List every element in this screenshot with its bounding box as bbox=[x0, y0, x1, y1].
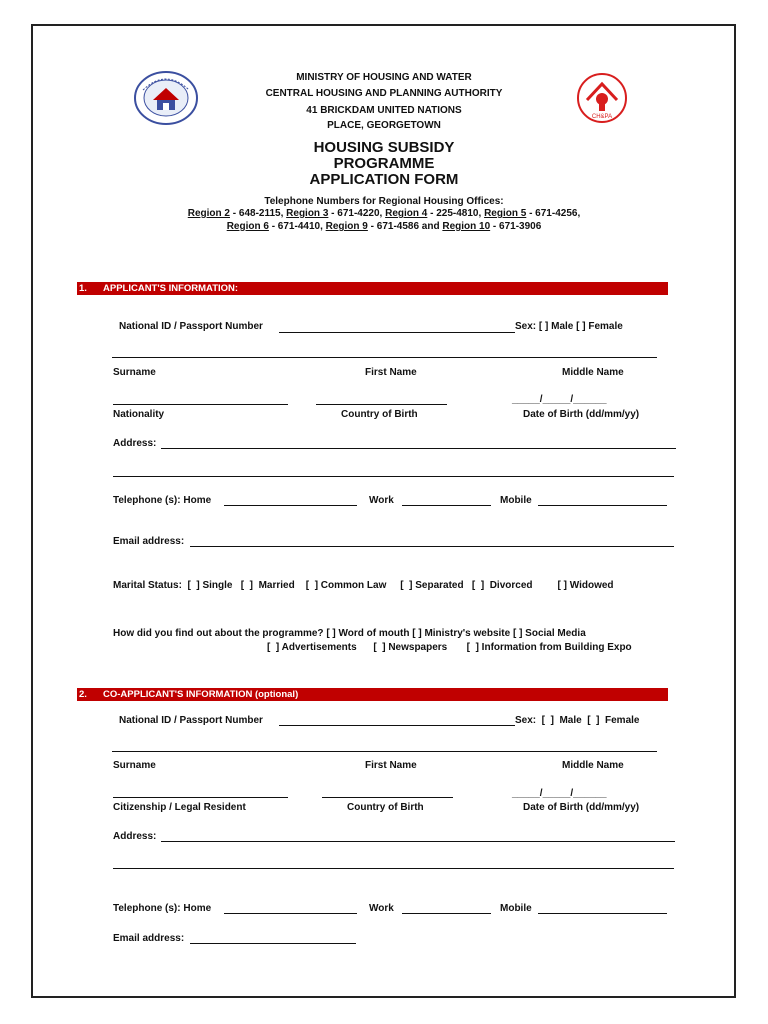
section-2-title: CO-APPLICANT'S INFORMATION (optional) bbox=[103, 689, 299, 700]
form-title-2: PROGRAMME bbox=[333, 155, 435, 172]
mobile-label: Mobile bbox=[500, 495, 532, 506]
co-email-field[interactable] bbox=[190, 943, 356, 944]
telephone-heading: Telephone Numbers for Regional Housing Offices: bbox=[264, 196, 504, 207]
dob-label: Date of Birth (dd/mm/yy) bbox=[523, 409, 640, 420]
co-dob-label: Date of Birth (dd/mm/yy) bbox=[523, 802, 640, 813]
co-address-field-1[interactable] bbox=[161, 841, 675, 842]
region-9: Region 9 bbox=[325, 221, 368, 232]
citizenship-label: Citizenship / Legal Resident bbox=[113, 802, 246, 813]
section-1-title: APPLICANT'S INFORMATION: bbox=[103, 283, 239, 294]
telephone-home-label: Telephone (s): Home bbox=[113, 495, 212, 506]
ministry-name: MINISTRY OF HOUSING AND WATER bbox=[296, 72, 472, 83]
nationality-field[interactable] bbox=[113, 404, 288, 405]
co-sex-options[interactable]: Sex: [ ] Male [ ] Female bbox=[515, 715, 640, 726]
telephone-home-field[interactable] bbox=[224, 505, 357, 506]
co-country-of-birth-label: Country of Birth bbox=[347, 802, 424, 813]
co-dob-field[interactable]: _____/_____/______ bbox=[512, 788, 607, 799]
address-label: Address: bbox=[113, 438, 157, 449]
region-3-phone: - 671-4220, bbox=[328, 208, 386, 219]
region-5: Region 5 bbox=[484, 208, 527, 219]
co-address-field-2[interactable] bbox=[113, 868, 674, 869]
email-field[interactable] bbox=[190, 546, 674, 547]
co-national-id-field[interactable] bbox=[279, 725, 515, 726]
region-2-phone: - 648-2115, bbox=[230, 208, 287, 219]
national-id-field[interactable] bbox=[279, 332, 515, 333]
first-name-label: First Name bbox=[365, 367, 417, 378]
region-6-phone: - 671-4410, bbox=[268, 221, 326, 232]
address-line-1: 41 BRICKDAM UNITED NATIONS bbox=[306, 105, 462, 116]
region-5-phone: - 671-4256, bbox=[526, 208, 581, 219]
national-id-label: National ID / Passport Number bbox=[119, 321, 263, 332]
region-4: Region 4 bbox=[385, 208, 428, 219]
section-1-header bbox=[77, 282, 668, 295]
form-title-3: APPLICATION FORM bbox=[309, 171, 459, 188]
region-10-phone: - 671-3906 bbox=[490, 221, 542, 232]
surname-label: Surname bbox=[113, 367, 156, 378]
citizenship-field[interactable] bbox=[113, 797, 288, 798]
address-field-2[interactable] bbox=[113, 476, 674, 477]
work-label: Work bbox=[369, 495, 394, 506]
region-9-phone: - 671-4586 and bbox=[367, 221, 443, 232]
chpa-logo-text: CH&PA bbox=[591, 114, 613, 120]
co-country-of-birth-field[interactable] bbox=[322, 797, 453, 798]
address-field-1[interactable] bbox=[161, 448, 676, 449]
co-mobile-label: Mobile bbox=[500, 903, 532, 914]
referral-options[interactable]: [ ] Advertisements [ ] Newspapers [ ] Information from Building Expo bbox=[267, 642, 632, 653]
authority-name: CENTRAL HOUSING AND PLANNING AUTHORITY bbox=[265, 88, 503, 99]
section-1-number: 1. bbox=[79, 283, 87, 294]
section-2-number: 2. bbox=[79, 689, 87, 700]
region-phones-line-1 bbox=[0, 208, 768, 219]
co-telephone-home-field[interactable] bbox=[224, 913, 357, 914]
co-work-label: Work bbox=[369, 903, 394, 914]
region-3: Region 3 bbox=[286, 208, 329, 219]
nationality-label: Nationality bbox=[113, 409, 165, 420]
co-telephone-home-label: Telephone (s): Home bbox=[113, 903, 212, 914]
dob-field[interactable]: _____/_____/______ bbox=[512, 394, 607, 405]
co-email-label: Email address: bbox=[113, 933, 185, 944]
marital-status-options[interactable]: Marital Status: [ ] Single [ ] Married [ ] Common Law [ ] Separated [ ] Divorced [ ] Widowed bbox=[113, 580, 614, 591]
co-first-name-label: First Name bbox=[365, 760, 417, 771]
region-10: Region 10 bbox=[442, 221, 491, 232]
co-national-id-label: National ID / Passport Number bbox=[119, 715, 263, 726]
name-field[interactable] bbox=[112, 357, 657, 358]
address-line-2: PLACE, GEORGETOWN bbox=[327, 120, 441, 131]
co-name-field[interactable] bbox=[112, 751, 657, 752]
co-work-field[interactable] bbox=[402, 913, 491, 914]
co-surname-label: Surname bbox=[113, 760, 156, 771]
sex-options[interactable]: Sex: [ ] Male [ ] Female bbox=[515, 321, 623, 332]
region-phones-line-2 bbox=[0, 221, 768, 232]
middle-name-label: Middle Name bbox=[562, 367, 624, 378]
country-of-birth-label: Country of Birth bbox=[341, 409, 418, 420]
region-4-phone: - 225-4810, bbox=[427, 208, 485, 219]
co-mobile-field[interactable] bbox=[538, 913, 667, 914]
section-2-header bbox=[77, 688, 668, 701]
mobile-field[interactable] bbox=[538, 505, 667, 506]
work-field[interactable] bbox=[402, 505, 491, 506]
co-middle-name-label: Middle Name bbox=[562, 760, 624, 771]
co-address-label: Address: bbox=[113, 831, 157, 842]
email-label: Email address: bbox=[113, 536, 185, 547]
region-6: Region 6 bbox=[226, 221, 269, 232]
country-of-birth-field[interactable] bbox=[316, 404, 447, 405]
referral-question[interactable]: How did you find out about the programme? [ ] Word of mouth [ ] Ministry's website [ ] Social Media bbox=[113, 628, 586, 639]
region-2: Region 2 bbox=[187, 208, 230, 219]
form-title-1: HOUSING SUBSIDY bbox=[313, 139, 455, 156]
